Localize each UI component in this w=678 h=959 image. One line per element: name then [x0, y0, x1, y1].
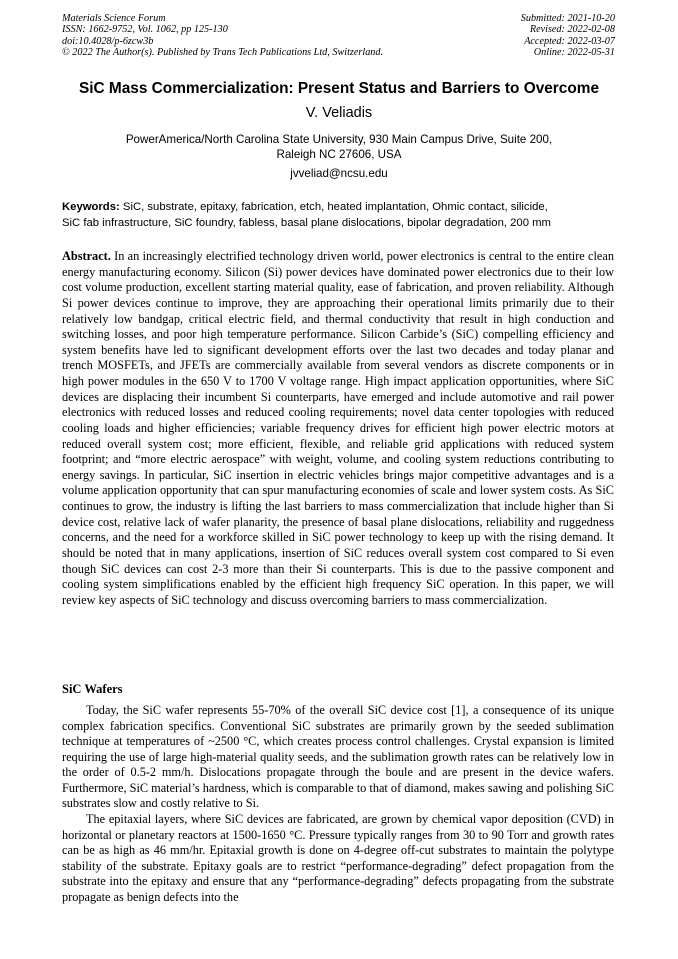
section-heading: SiC Wafers [62, 682, 123, 696]
copyright-notice: © 2022 The Author(s). Published by Trans Tech Publications Ltd, Switzerland. [62, 46, 384, 58]
keywords-text: SiC, substrate, epitaxy, fabrication, etch, heated implantation, Ohmic contact, silicide, [119, 201, 548, 213]
accepted-date: Accepted: 2022-03-07 [524, 35, 615, 47]
body-paragraph: Today, the SiC wafer represents 55-70% of the overall SiC device cost [1], a consequence of its unique complex fabrication specifics. Conventional SiC substrates are primarily grown by the seeded sublimation technique at temperatures of ~2500 °C, which creates process control challenges. Crystal expansion is limited requiring the use of large high-material quality seeds, and the sublimation growth rates can be relatively low in the order of 0.5-2 mm/h. Dislocations propagate through the boule and are present in the device wafers. Furthermore, SiC material’s hardness, which is comparable to that of diamond, makes sawing and polishing SiC substrates slow and costly relative to Si. [62, 703, 614, 810]
abstract [62, 249, 614, 608]
author-name: V. Veliadis [305, 105, 373, 121]
abstract-label: Abstract. [62, 249, 111, 263]
keywords-text: SiC fab infrastructure, SiC foundry, fabless, basal plane dislocations, bipolar degradation, 200 mm [62, 216, 551, 229]
affiliation [0, 133, 678, 162]
affiliation-line: PowerAmerica/North Carolina State University, 930 Main Campus Drive, Suite 200, [125, 133, 553, 146]
affiliation-line: Raleigh NC 27606, USA [276, 147, 402, 161]
revised-date: Revised: 2022-02-08 [529, 24, 615, 36]
keywords [62, 200, 618, 231]
keywords-label: Keywords: [62, 201, 120, 213]
author-email[interactable]: jvveliad@ncsu.edu [290, 167, 388, 180]
body-paragraph: The epitaxial layers, where SiC devices are fabricated, are grown by chemical vapor deposition (CVD) in horizontal or planetary reactors at 1500-1650 °C. Pressure typically ranges from 30 to 90 Torr and growth rates can be as high as 46 mm/hr. Epitaxial growth is done on 4-degree off-cut substrates to maintain the polytype stability of the substrate. Epitaxy goals are to restrict “performance-degrading” defect propagation from the substrate into the epitaxy and ensure that any “performance-degrading” defects propagating from the substrate propagate as benign defects into the [62, 812, 614, 904]
journal-info [62, 13, 383, 58]
submitted-date: Submitted: 2021-10-20 [520, 13, 615, 24]
abstract-text: In an increasingly electrified technology driven world, power electronics is central to the entire clean energy manufacturing economy. Silicon (Si) power devices have dominated power electronics due to their low cost volume production, excellent starting material quality, ease of fabrication, and proven reliability. Although Si power devices continue to improve, they are approaching their operational limits primarily due to their relatively low bandgap, critical electric field, and thermal conductivity that result in high conduction and switching losses, and poor high temperature performance. Silicon Carbide’s (SiC) compelling efficiency and system benefits have led to significant development efforts over the last two decades and today planar and trench MOSFETs, and JFETs are commercially available from several vendors as discrete components or in high power modules in the 650 V to 1700 V voltage range. High impact application opportunities, where SiC devices are displacing their incumbent Si counterparts, have emerged and include automotive and rail power electronics with reduced losses and reduced cooling requirements; novel data center topologies with reduced cooling loads and higher efficiencies; variable frequency drives for efficient high power electric motors at reduced overall system cost; more efficient, flexible, and reliable grid applications with reduced system footprint; and “more electric aerospace” with weight, volume, and cooling system reductions contributing to energy savings. In particular, SiC insertion in electric vehicles brings major competitive advantages and is a volume application opportunity that can spur manufacturing economies of scale and lower system costs. As SiC continues to grow, the industry is lifting the last barriers to mass commercialization that include higher than Si device cost, relative lack of wafer planarity, the presence of basal plane dislocations, reliability and ruggedness concerns, and the need for a workforce skilled in SiC power technology to keep up with the rising demand. It should be noted that in many applications, insertion of SiC reduces overall system cost compared to Si even though SiC devices can cost 2-3 more than their Si counterparts. This is due to the passive component and cooling system simplifications enabled by the efficient high frequency SiC operation. In this paper, we will review key aspects of SiC technology and discuss overcoming barriers to mass commercialization. [62, 249, 614, 607]
publication-dates [521, 13, 615, 58]
journal-issn: ISSN: 1662-9752, Vol. 1062, pp 125-130 [62, 24, 228, 36]
online-date: Online: 2022-05-31 [533, 46, 615, 58]
journal-name: Materials Science Forum [62, 13, 166, 24]
paper-title: SiC Mass Commercialization: Present Status and Barriers to Overcome [78, 80, 600, 97]
journal-doi: doi:10.4028/p-6zcw3b [62, 35, 154, 47]
